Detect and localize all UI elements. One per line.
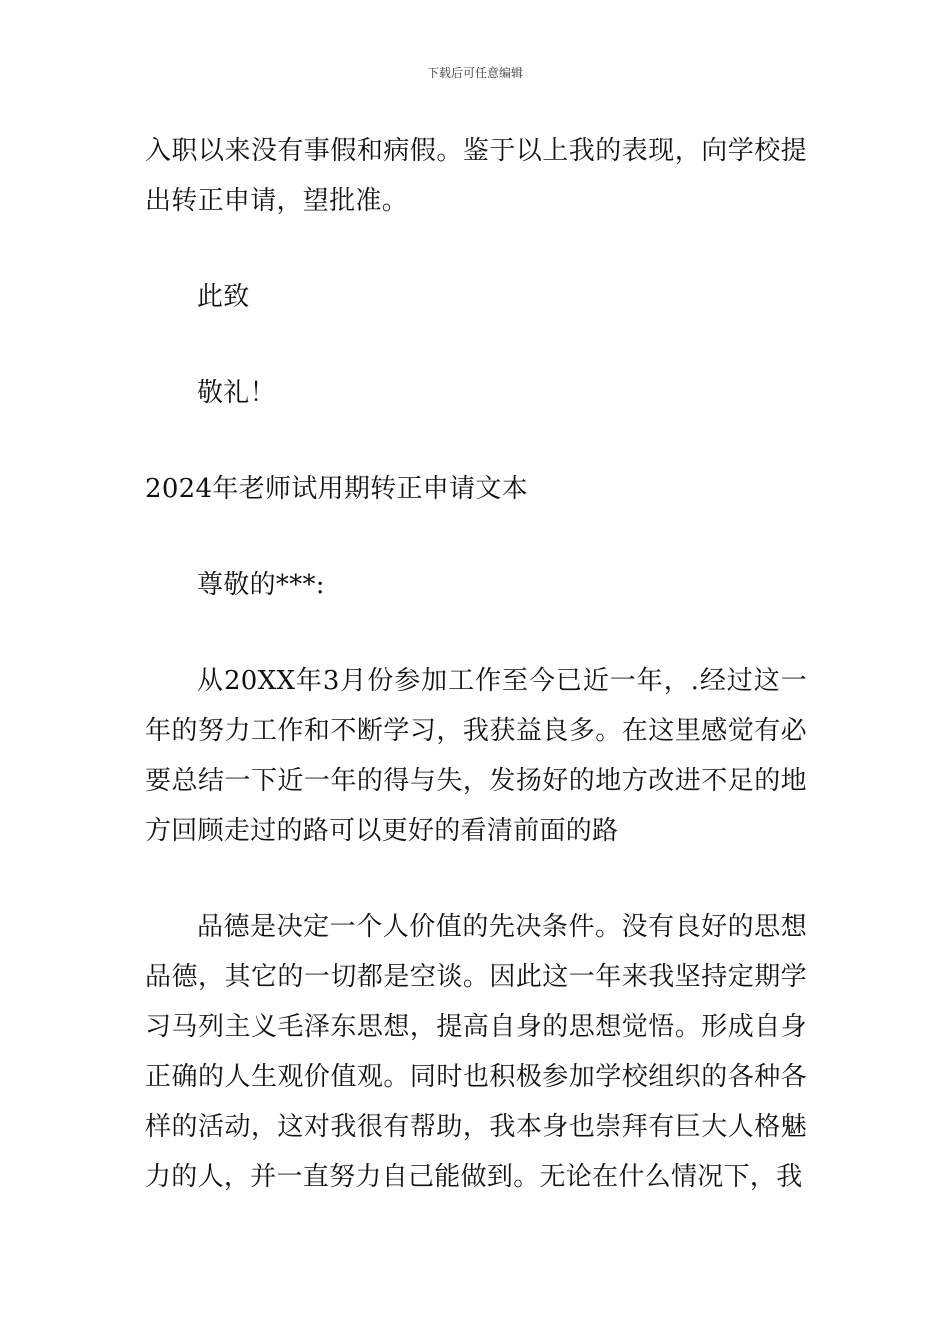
paragraph-1: 从20XX年3月份参加工作至今已近一年，.经过这一年的努力工作和不断学习，我获益良多。在这里感觉有必要总结一下近一年的得与失，发扬好的地方改进不足的地方回顾走过的路可以更好的看清前面的路 [145,666,807,846]
document-title: 2024年老师试用期转正申请文本 [145,474,528,504]
paragraph-intro-end: 入职以来没有事假和病假。鉴于以上我的表现，向学校提出转正申请，望批准。 [145,136,807,216]
salutation-ci-zhi: 此致 [197,282,250,312]
document-body [145,126,807,1202]
greeting: 尊敬的***: [197,570,325,600]
header-note: 下载后可任意编辑 [426,66,523,80]
salutation-jing-li: 敬礼！ [197,378,276,408]
paragraph-2: 品德是决定一个人价值的先决条件。没有良好的思想品德，其它的一切都是空谈。因此这一年来我坚持定期学习马列主义毛泽东思想，提高自身的思想觉悟。形成自身正确的人生观价值观。同时也积极参加学校组织的各种各样的活动，这对我很有帮助，我本身也崇拜有巨大人格魅力的人，并一直努力自己能做到。无论在什么情况下，我 [145,912,807,1192]
